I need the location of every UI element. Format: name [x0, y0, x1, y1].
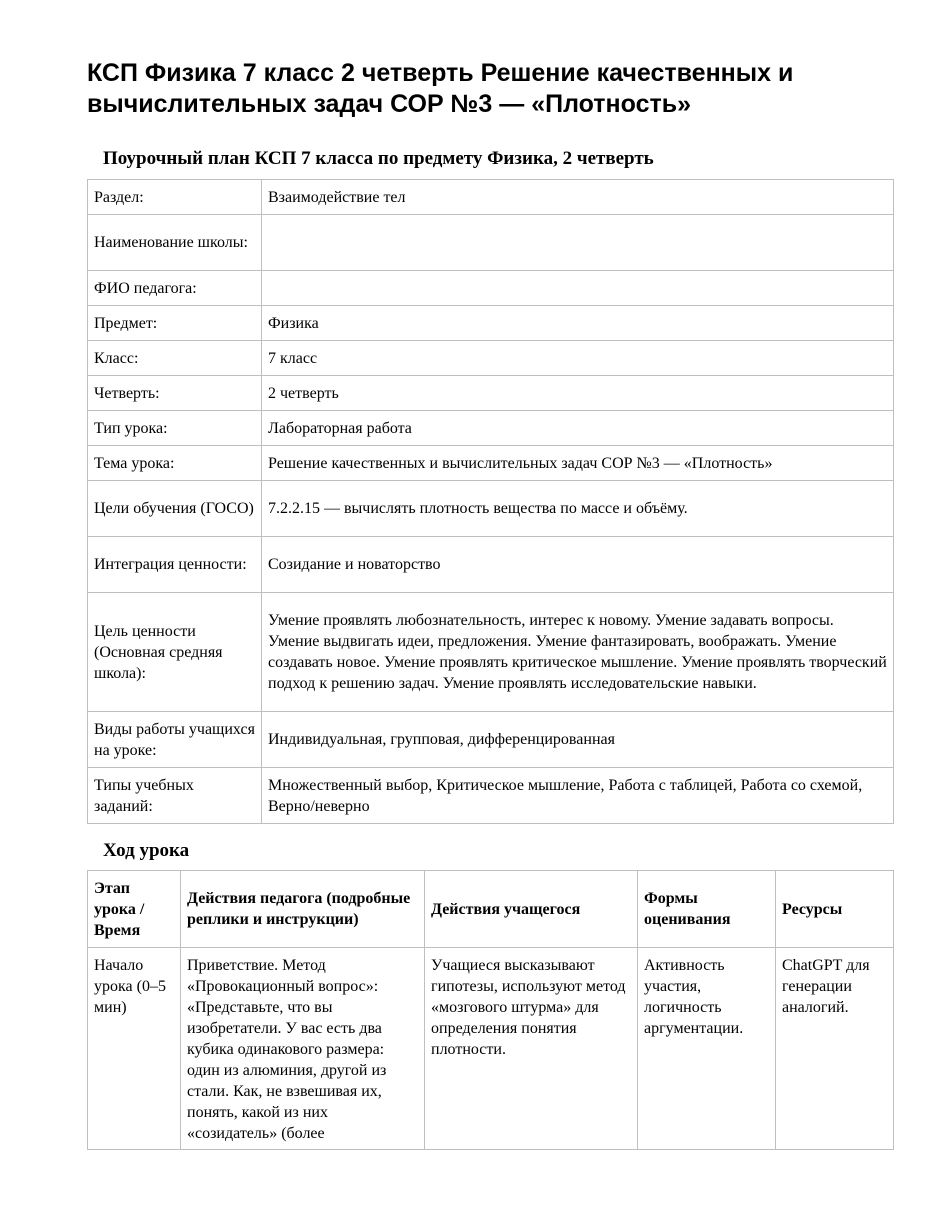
table-row — [88, 481, 894, 537]
lesson-progress-table — [87, 870, 894, 1150]
lesson-info-table — [87, 179, 894, 824]
cell-assessment-text: Активность участия, логичность аргументации. — [644, 957, 744, 1037]
row-value: Индивидуальная, групповая, дифференцированная — [262, 712, 894, 768]
table-row — [88, 215, 894, 271]
table-row — [88, 593, 894, 712]
row-label: Класс: — [88, 341, 262, 376]
row-value: Лабораторная работа — [262, 411, 894, 446]
cell-stage — [88, 948, 181, 1150]
table-row — [88, 537, 894, 593]
row-value: 2 четверть — [262, 376, 894, 411]
header-resources: Ресурсы — [776, 871, 894, 948]
table-row — [88, 341, 894, 376]
header-stage: Этап урока / Время — [88, 871, 181, 948]
row-label: Цель ценности (Основная средняя школа): — [88, 593, 262, 712]
row-value: 7.2.2.15 — вычислять плотность вещества по массе и объёму. — [262, 481, 894, 537]
row-label: Наименование школы: — [88, 215, 262, 271]
row-value: Умение проявлять любознательность, интерес к новому. Умение задавать вопросы. Умение выдвигать идеи, предложения. Умение фантазировать, воображать. Умение создавать новое. Умение проявлять критическое мышление. Умение проявлять творческий подход к решению задач. Умение проявлять исследовательские навыки. — [262, 593, 894, 712]
row-label: Виды работы учащихся на уроке: — [88, 712, 262, 768]
cell-resources-text: ChatGPT для генерации аналогий. — [782, 957, 870, 1016]
row-value: Созидание и новаторство — [262, 537, 894, 593]
row-value: Множественный выбор, Критическое мышление, Работа с таблицей, Работа со схемой, Верно/неверно — [262, 768, 894, 824]
row-value: Решение качественных и вычислительных задач СОР №3 — «Плотность» — [262, 446, 894, 481]
header-student-actions: Действия учащегося — [425, 871, 638, 948]
document-title: КСП Физика 7 класс 2 четверть Решение качественных и вычислительных задач СОР №3 — «Плотность» — [87, 59, 794, 118]
cell-assessment — [638, 948, 776, 1150]
row-label: Раздел: — [88, 180, 262, 215]
cell-resources — [776, 948, 894, 1150]
row-label: Интеграция ценности: — [88, 537, 262, 593]
row-label: Тип урока: — [88, 411, 262, 446]
row-value — [262, 271, 894, 306]
row-label: Цели обучения (ГОСО) — [88, 481, 262, 537]
row-label: Тема урока: — [88, 446, 262, 481]
table-row — [88, 411, 894, 446]
row-value: 7 класс — [262, 341, 894, 376]
table-header-row — [88, 871, 894, 948]
row-value — [262, 215, 894, 271]
table-row — [88, 271, 894, 306]
lesson-caption: Ход урока — [103, 840, 190, 861]
cell-teacher-actions — [181, 948, 425, 1150]
header-teacher-actions: Действия педагога (подробные реплики и инструкции) — [181, 871, 425, 948]
cell-stage-text: Начало урока (0–5 мин) — [94, 957, 166, 1016]
table-row — [88, 446, 894, 481]
plan-caption: Поурочный план КСП 7 класса по предмету Физика, 2 четверть — [103, 148, 654, 169]
table-row — [88, 376, 894, 411]
cell-student-actions — [425, 948, 638, 1150]
row-label: Предмет: — [88, 306, 262, 341]
table-row — [88, 180, 894, 215]
table-row — [88, 768, 894, 824]
table-row — [88, 948, 894, 1150]
row-label: Типы учебных заданий: — [88, 768, 262, 824]
table-row — [88, 712, 894, 768]
row-value: Взаимодействие тел — [262, 180, 894, 215]
row-label: Четверть: — [88, 376, 262, 411]
cell-student-text: Учащиеся высказывают гипотезы, используют метод «мозгового штурма» для определения понятия плотности. — [431, 957, 626, 1058]
table-row — [88, 306, 894, 341]
header-assessment: Формы оценивания — [638, 871, 776, 948]
cell-teacher-text: Приветствие. Метод «Провокационный вопрос»: «Представьте, что вы изобретатели. У вас есть два кубика одинакового размера: один из алюминия, другой из стали. Как, не взвешивая их, понять, какой из них «созидатель» (более — [187, 957, 387, 1142]
row-label: ФИО педагога: — [88, 271, 262, 306]
row-value: Физика — [262, 306, 894, 341]
